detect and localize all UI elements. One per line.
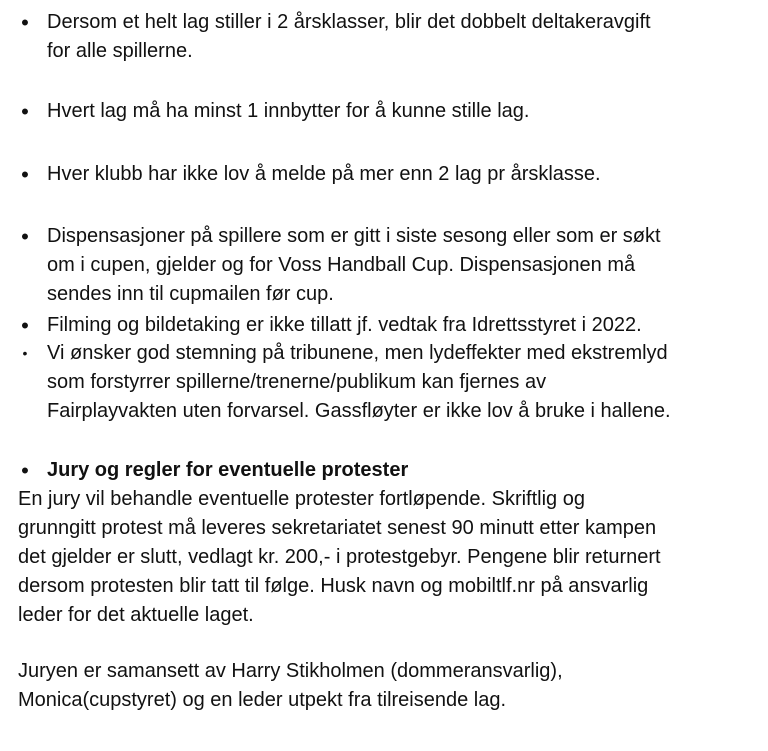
list-item-text: Hver klubb har ikke lov å melde på mer enn 2 lag pr årsklasse. <box>47 163 601 185</box>
bullet-icon: • <box>21 458 29 483</box>
list-item-text: Dersom et helt lag stiller i 2 årsklasser, blir det dobbelt deltakeravgift for alle spillerne. <box>47 11 651 62</box>
bullet-icon: • <box>21 224 29 249</box>
bullet-icon: • <box>21 313 29 338</box>
bullet-icon: • <box>21 99 29 124</box>
bullet-icon: • <box>22 345 28 361</box>
protest-paragraph: En jury vil behandle eventuelle protester fortløpende. Skriftlig og grunngitt protest må leveres sekretariatet senest 90 minutt etter kampen det gjelder er slutt, vedlagt kr. 200,- i protestgebyr. Pengene blir returnert dersom protesten blir tatt til følge. Husk navn og mobiltlf.nr på ansvarlig leder for det aktuelle laget. <box>18 488 661 626</box>
list-item-text: Dispensasjoner på spillere som er gitt i siste sesong eller som er søkt om i cupen, gjelder og for Voss Handball Cup. Dispensasjonen må sendes inn til cupmailen før cup. <box>47 225 661 305</box>
jury-paragraph: Juryen er samansett av Harry Stikholmen (dommeransvarlig), Monica(cupstyret) og en leder utpekt fra tilreisende lag. <box>18 660 563 711</box>
bullet-icon: • <box>21 162 29 187</box>
list-item-text: Vi ønsker god stemning på tribunene, men lydeffekter med ekstremlyd som forstyrrer spillerne/trenerne/publikum kan fjernes av Fairplayvakten uten forvarsel. Gassfløyter er ikke lov å bruke i hallene. <box>47 342 671 422</box>
list-item-text: Hvert lag må ha minst 1 innbytter for å kunne stille lag. <box>47 100 530 122</box>
section-heading: Jury og regler for eventuelle protester <box>47 459 409 481</box>
bullet-icon: • <box>21 10 29 35</box>
list-item-text: Filming og bildetaking er ikke tillatt jf. vedtak fra Idrettsstyret i 2022. <box>47 314 642 336</box>
